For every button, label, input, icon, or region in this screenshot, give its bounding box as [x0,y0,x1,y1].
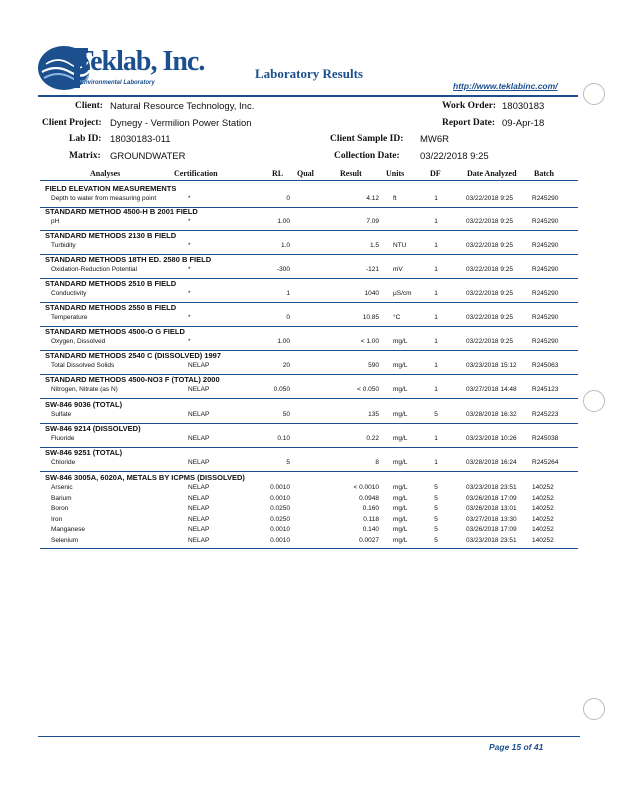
page-title: Laboratory Results [255,66,363,81]
units: NTU [393,242,407,249]
section-title: FIELD ELEVATION MEASUREMENTS [45,184,177,193]
analyte-name: Fluoride [51,435,75,442]
date-analyzed: 03/23/2018 23:51 [466,536,517,544]
date-analyzed: 03/28/2018 16:32 [466,411,517,418]
hole-punch-bottom [583,698,605,720]
section-title: SW-846 3005A, 6020A, METALS BY ICPMS (DISSOLVED) [45,473,245,482]
certification: * [188,266,191,273]
reporting-limit: 1 [286,290,290,297]
analyte-name: Depth to water from measuring point [51,195,157,202]
dilution-factor: 5 [434,484,438,491]
result-value: 10.85 [362,314,379,321]
batch-id: 140252 [532,526,554,533]
batch-id: R245290 [532,290,559,297]
date-analyzed: 03/22/2018 9:25 [466,218,513,225]
dilution-factor: 1 [434,266,438,273]
units: ft [393,195,397,202]
reportdate-value: 09-Apr-18 [502,118,545,129]
section-title: STANDARD METHODS 18TH ED. 2580 B FIELD [45,255,212,264]
units: mg/L [393,505,408,512]
analyte-name: Oxidation-Reduction Potential [51,266,137,273]
certification: NELAP [188,362,210,369]
analyte-name: Temperature [51,314,88,321]
certification: * [188,338,191,345]
batch-id: 140252 [532,494,554,502]
hole-punch-middle [583,390,605,412]
col-certification: Certification [174,169,218,178]
units: mg/L [393,386,408,393]
batch-id: 140252 [532,484,554,491]
analyte-name: Arsenic [51,484,73,491]
matrix-label: Matrix: [69,151,101,161]
reporting-limit: 0.0010 [270,484,290,491]
collection-label: Collection Date: [334,151,400,161]
section-divider [40,398,578,399]
result-value: 4.12 [366,195,379,202]
analyte-name: Nitrogen, Nitrate (as N) [51,386,118,393]
section-title: STANDARD METHODS 2540 C (DISSOLVED) 1997 [45,351,222,360]
date-analyzed: 03/26/2018 17:09 [466,494,517,502]
section-title: STANDARD METHODS 4500-NO3 F (TOTAL) 2000 [45,375,220,384]
result-value: 135 [368,411,379,418]
dilution-factor: 1 [434,195,438,202]
certification: NELAP [188,505,210,512]
date-analyzed: 03/22/2018 9:25 [466,242,513,249]
batch-id: R245290 [532,218,559,225]
dilution-factor: 1 [434,242,438,249]
section-divider [40,548,578,549]
certification: NELAP [188,515,210,523]
result-value: -121 [365,266,379,273]
reporting-limit: 0.050 [273,386,290,393]
units: °C [393,314,401,321]
dilution-factor: 1 [434,435,438,442]
batch-id: R245038 [532,435,559,442]
footer-divider [38,736,580,737]
reporting-limit: 50 [282,411,290,418]
reporting-limit: 1.0 [280,242,290,249]
reporting-limit: 0.0010 [270,494,290,502]
section-title: STANDARD METHODS 2130 B FIELD [45,231,177,240]
reporting-limit: 0.0250 [270,505,290,512]
result-value: 8 [375,459,379,466]
date-analyzed: 03/22/2018 9:25 [466,338,513,345]
reporting-limit: 0.0010 [270,526,290,533]
batch-id: R245290 [532,266,559,273]
reporting-limit: 0.0010 [270,536,290,544]
dilution-factor: 1 [434,386,438,393]
client-label: Client: [75,101,103,111]
result-value: 1.5 [369,242,379,249]
batch-id: 140252 [532,515,554,523]
certification: * [188,195,191,202]
result-value: 590 [368,362,379,369]
batch-id: R245290 [532,338,559,345]
result-value: 7.09 [366,218,379,225]
reporting-limit: 20 [282,362,290,369]
col-result: Result [340,169,362,178]
certification: * [188,314,191,321]
units: mg/L [393,459,408,466]
result-value: 0.0027 [359,536,379,544]
certification: NELAP [188,536,210,544]
dilution-factor: 5 [434,494,438,502]
analyte-name: Conductivity [51,290,87,297]
batch-id: R245290 [532,314,559,321]
result-value: < 1.00 [360,338,379,345]
section-title: SW-846 9036 (TOTAL) [45,400,123,409]
dilution-factor: 5 [434,411,438,418]
header-divider [38,95,578,97]
sampleid-value: MW6R [420,134,450,145]
result-value: 1040 [364,290,379,297]
date-analyzed: 03/26/2018 13:01 [466,505,517,512]
units: mg/L [393,338,408,345]
dilution-factor: 5 [434,505,438,512]
units: mg/L [393,536,408,544]
section-title: STANDARD METHOD 4500-H B 2001 FIELD [45,207,198,216]
units: µS/cm [393,290,412,297]
analyte-name: Total Dissolved Solids [51,362,115,369]
workorder-value: 18030183 [502,101,545,112]
dilution-factor: 1 [434,314,438,321]
units: mg/L [393,515,408,523]
units: mg/L [393,362,408,369]
header-rule [40,180,578,181]
section-title: SW-846 9251 (TOTAL) [45,448,123,457]
analyte-name: Oxygen, Dissolved [51,338,106,345]
units: mV [393,266,403,273]
section-title: STANDARD METHODS 2550 B FIELD [45,303,177,312]
collection-value: 03/22/2018 9:25 [420,151,489,162]
batch-id: R245123 [532,386,559,393]
certification: NELAP [188,459,210,466]
date-analyzed: 03/28/2018 16:24 [466,459,517,466]
batch-id: R245290 [532,242,559,249]
logo-subtitle: Environmental Laboratory [80,80,155,86]
units: mg/L [393,484,408,491]
reporting-limit: 0.10 [277,435,290,442]
certification: * [188,242,191,249]
col-batch: Batch [534,169,554,178]
units: mg/L [393,526,408,533]
dilution-factor: 1 [434,290,438,297]
client-value: Natural Resource Technology, Inc. [110,101,255,112]
batch-id: R245290 [532,195,559,202]
dilution-factor: 1 [434,459,438,466]
analyte-name: pH [51,218,60,225]
workorder-label: Work Order: [442,101,497,111]
certification: NELAP [188,411,210,418]
batch-id: R245223 [532,411,559,418]
col-rl: RL [272,169,284,178]
batch-id: 140252 [532,536,554,544]
section-title: STANDARD METHODS 2510 B FIELD [45,279,177,288]
certification: NELAP [188,526,210,533]
reporting-limit: 1.00 [277,338,290,345]
section-divider [40,471,578,472]
result-value: < 0.050 [357,386,379,393]
reporting-limit: 0.0250 [270,515,290,523]
analyte-name: Turbidity [51,242,76,249]
date-analyzed: 03/23/2018 15:12 [466,362,517,369]
analyte-name: Iron [51,515,63,523]
col-df: DF [430,169,441,178]
result-value: 0.22 [366,435,379,442]
project-value: Dynegy - Vermilion Power Station [110,118,252,129]
analyte-name: Boron [51,505,69,512]
analyte-name: Manganese [51,526,85,533]
reporting-limit: 5 [286,459,290,466]
date-analyzed: 03/26/2018 17:09 [466,526,517,533]
dilution-factor: 5 [434,536,438,544]
date-analyzed: 03/23/2018 23:51 [466,484,517,491]
section-title: STANDARD METHODS 4500-O G FIELD [45,327,185,336]
certification: NELAP [188,386,210,393]
project-label: Client Project: [42,118,102,128]
reportdate-label: Report Date: [442,118,496,128]
col-analyses: Analyses [90,169,121,178]
batch-id: 140252 [532,505,554,512]
certification: NELAP [188,435,210,442]
date-analyzed: 03/22/2018 9:25 [466,195,513,202]
batch-id: R245063 [532,362,559,369]
reporting-limit: 0 [286,195,290,202]
date-analyzed: 03/27/2018 14:48 [466,386,517,393]
date-analyzed: 03/27/2018 13:30 [466,515,517,523]
result-value: 0.118 [363,515,379,523]
labid-value: 18030183-011 [110,134,171,145]
result-value: 0.0948 [359,494,379,502]
col-date-analyzed: Date Analyzed [467,169,517,178]
result-value: 0.140 [362,526,379,533]
batch-id: R245264 [532,459,559,466]
logo-name: Teklab, Inc. [75,46,205,77]
analyte-name: Selenium [51,536,79,544]
analyte-name: Sulfate [51,411,72,418]
matrix-value: GROUNDWATER [110,151,186,162]
result-value: 0.160 [362,505,379,512]
units: mg/L [393,435,408,442]
website-link[interactable]: http://www.teklabinc.com/ [453,81,558,91]
certification: NELAP [188,484,210,491]
reporting-limit: -300 [276,266,290,273]
dilution-factor: 5 [434,526,438,533]
reporting-limit: 0 [286,314,290,321]
date-analyzed: 03/22/2018 9:25 [466,266,513,273]
dilution-factor: 1 [434,362,438,369]
reporting-limit: 1.00 [277,218,290,225]
certification: * [188,218,191,225]
page-number: Page 15 of 41 [489,742,544,752]
section-title: SW-846 9214 (DISSOLVED) [45,424,141,433]
col-qual: Qual [297,169,314,178]
dilution-factor: 1 [434,338,438,345]
labid-label: Lab ID: [69,134,102,144]
analyte-name: Chloride [51,459,76,466]
analyte-name: Barium [51,494,72,502]
date-analyzed: 03/22/2018 9:25 [466,314,513,321]
dilution-factor: 1 [434,218,438,225]
dilution-factor: 5 [434,515,438,523]
units: mg/L [393,411,408,418]
col-units: Units [386,169,405,178]
sampleid-label: Client Sample ID: [330,134,404,144]
result-value: < 0.0010 [353,484,379,491]
units: mg/L [393,494,408,502]
hole-punch-top [583,83,605,105]
date-analyzed: 03/22/2018 9:25 [466,290,513,297]
certification: NELAP [188,494,210,502]
date-analyzed: 03/23/2018 10:26 [466,435,517,442]
certification: * [188,290,191,297]
